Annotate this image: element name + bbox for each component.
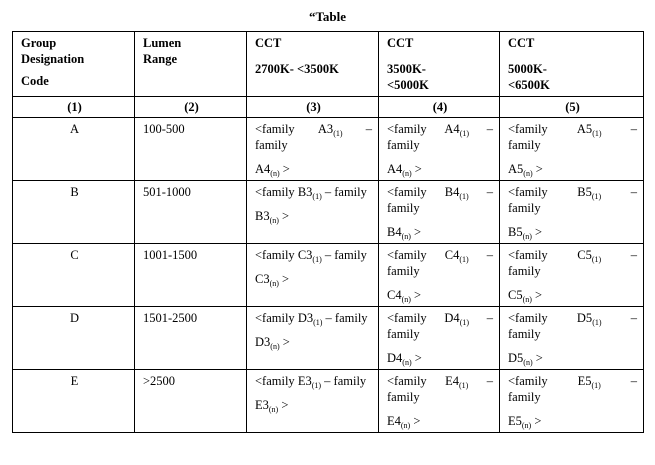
- subscript: (1): [459, 318, 470, 327]
- family-end-line: [508, 287, 637, 303]
- header-line: <6500K: [508, 78, 550, 92]
- header-line: Group: [21, 36, 57, 50]
- dash: –: [630, 374, 637, 388]
- header-line: <5000K: [387, 78, 429, 92]
- group-code-cell: A: [13, 118, 135, 181]
- family-end-line: [255, 397, 372, 413]
- family-code: D5: [576, 311, 593, 325]
- family-start-line: [387, 121, 493, 137]
- subscript: (n): [402, 169, 412, 178]
- lumen-range-cell: 1501-2500: [135, 307, 247, 370]
- family-start-code: [298, 311, 323, 325]
- family-range-cell: [500, 307, 644, 370]
- family-code: E4: [387, 414, 401, 428]
- family-end-line: [255, 271, 372, 287]
- column-number: (4): [379, 97, 500, 118]
- family-end-line: [387, 287, 493, 303]
- family-range-cell: [379, 370, 500, 433]
- closing-bracket: >: [535, 225, 543, 239]
- family-range-cell: [500, 370, 644, 433]
- closing-bracket: >: [281, 398, 289, 412]
- header-line: Code: [21, 74, 49, 88]
- family-start-line: [255, 184, 372, 200]
- column-number-row: [13, 97, 644, 118]
- family-start-code: [577, 184, 601, 200]
- subscript: (n): [401, 295, 411, 304]
- family-word: <family: [387, 374, 427, 388]
- subscript: (n): [522, 232, 532, 241]
- family-code: E4: [445, 374, 459, 388]
- header-cct-3500k: [379, 32, 500, 97]
- family-range-cell: [247, 181, 379, 244]
- closing-bracket: >: [535, 351, 543, 365]
- table-row: [13, 118, 644, 181]
- family-range-cell: [500, 118, 644, 181]
- subscript: (n): [521, 421, 532, 430]
- family-word: <family: [255, 374, 295, 388]
- family-end-line: [255, 208, 372, 224]
- dash: –: [486, 122, 493, 136]
- family-word: <family: [387, 248, 427, 262]
- subscript: (n): [270, 342, 280, 351]
- family-word: family: [387, 138, 420, 152]
- family-word: <family: [255, 185, 295, 199]
- family-end-line: [255, 161, 372, 177]
- family-code: A4: [255, 162, 271, 176]
- lumen-range-cell: 1001-1500: [135, 244, 247, 307]
- family-word: family: [508, 327, 541, 341]
- family-word: family: [387, 390, 420, 404]
- family-end-line: [387, 161, 493, 177]
- group-code-cell: E: [13, 370, 135, 433]
- group-designation-table: [12, 31, 644, 433]
- family-word: family: [508, 264, 541, 278]
- family-start-line: [508, 247, 637, 263]
- subscript: (1): [592, 318, 602, 327]
- subscript: (1): [459, 129, 470, 138]
- dash: –: [486, 311, 493, 325]
- family-code: A5: [576, 122, 593, 136]
- family-code: B4: [387, 225, 402, 239]
- family-start-code: [318, 121, 343, 137]
- family-start-code: [578, 373, 601, 389]
- family-word: <family: [508, 311, 548, 325]
- closing-bracket: >: [282, 335, 290, 349]
- family-start-line: [508, 310, 637, 326]
- group-code-cell: B: [13, 181, 135, 244]
- family-code: D5: [508, 351, 524, 365]
- closing-bracket: >: [414, 351, 422, 365]
- family-word: <family: [387, 185, 427, 199]
- subscript: (1): [591, 381, 601, 390]
- subscript: (1): [591, 192, 602, 201]
- family-word: <family: [255, 311, 295, 325]
- closing-bracket: >: [535, 162, 543, 176]
- family-range-cell: [500, 181, 644, 244]
- family-word: family: [387, 201, 420, 215]
- family-range-cell: [247, 244, 379, 307]
- family-code: B3: [255, 209, 270, 223]
- subscript: (n): [402, 358, 412, 367]
- family-code: C3: [297, 248, 313, 262]
- family-start-code: [445, 184, 469, 200]
- family-code: B4: [444, 185, 460, 199]
- family-end-line: [255, 334, 372, 350]
- header-line: 5000K-: [508, 62, 547, 76]
- family-code: C3: [255, 272, 270, 286]
- subscript: (1): [459, 381, 469, 390]
- family-start-code: [444, 121, 469, 137]
- family-end-line: [508, 413, 637, 429]
- family-range-cell: [247, 307, 379, 370]
- family-code: C4: [444, 248, 460, 262]
- header-cct-2700k: [247, 32, 379, 97]
- table-row: [13, 370, 644, 433]
- family-code: A4: [387, 162, 403, 176]
- family-code: E5: [508, 414, 522, 428]
- family-code: C5: [508, 288, 523, 302]
- family-start-code: [577, 121, 602, 137]
- family-start-code: [445, 247, 469, 263]
- family-word: <family: [508, 374, 548, 388]
- closing-bracket: >: [414, 225, 422, 239]
- subscript: (n): [523, 169, 533, 178]
- family-word: <family: [255, 122, 295, 136]
- family-range-cell: [379, 307, 500, 370]
- family-end-line: [508, 224, 637, 240]
- header-group-designation-code: [13, 32, 135, 97]
- header-cct-5000k: [500, 32, 644, 97]
- subscript: (n): [269, 216, 279, 225]
- subscript: (1): [592, 129, 602, 138]
- family-word: family: [387, 264, 420, 278]
- group-code-cell: D: [13, 307, 135, 370]
- dash: –: [630, 311, 637, 325]
- family-start-line: [508, 184, 637, 200]
- subscript: (n): [270, 169, 280, 178]
- table-row: [13, 307, 644, 370]
- family-code: A5: [508, 162, 524, 176]
- dash: – family: [325, 311, 368, 325]
- family-word: <family: [255, 248, 295, 262]
- column-number: (3): [247, 97, 379, 118]
- family-start-code: [298, 185, 322, 199]
- subscript: (n): [269, 279, 279, 288]
- family-word: <family: [387, 122, 427, 136]
- header-row: [13, 32, 644, 97]
- family-start-code: [298, 248, 322, 262]
- subscript: (1): [311, 381, 322, 390]
- family-word: <family: [508, 122, 548, 136]
- subscript: (n): [400, 421, 411, 430]
- column-number: (1): [13, 97, 135, 118]
- subscript: (1): [313, 318, 323, 327]
- family-code: A3: [317, 122, 334, 136]
- column-number: (5): [500, 97, 644, 118]
- table-row: [13, 181, 644, 244]
- family-word: family: [387, 327, 420, 341]
- header-line: 3500K-: [387, 62, 426, 76]
- family-code: B3: [297, 185, 313, 199]
- family-start-code: [577, 247, 601, 263]
- family-start-line: [387, 247, 493, 263]
- family-end-line: [508, 350, 637, 366]
- family-code: B5: [508, 225, 523, 239]
- family-end-line: [387, 224, 493, 240]
- family-word: <family: [508, 248, 548, 262]
- subscript: (1): [312, 255, 322, 264]
- family-code: C4: [387, 288, 402, 302]
- closing-bracket: >: [534, 414, 542, 428]
- family-start-line: [255, 121, 372, 137]
- table-title: “Table: [308, 9, 347, 24]
- family-start-code: [445, 373, 468, 389]
- dash: –: [486, 248, 493, 262]
- dash: –: [365, 122, 372, 136]
- family-end-line: [508, 161, 637, 177]
- family-code: B5: [577, 185, 592, 199]
- family-start-code: [444, 310, 469, 326]
- family-range-cell: [247, 118, 379, 181]
- dash: –: [486, 185, 493, 199]
- lumen-range-cell: >2500: [135, 370, 247, 433]
- family-code: D3: [297, 311, 314, 325]
- family-code: D3: [255, 335, 271, 349]
- closing-bracket: >: [282, 272, 290, 286]
- family-end-line: [387, 350, 493, 366]
- group-code-cell: C: [13, 244, 135, 307]
- table-row: [13, 244, 644, 307]
- closing-bracket: >: [413, 414, 421, 428]
- dash: – family: [324, 374, 367, 388]
- family-word: family: [508, 201, 541, 215]
- family-word: family: [508, 390, 541, 404]
- closing-bracket: >: [282, 209, 290, 223]
- family-start-code: [577, 310, 602, 326]
- closing-bracket: >: [414, 162, 422, 176]
- family-end-line: [387, 413, 493, 429]
- subscript: (1): [333, 129, 343, 138]
- family-range-cell: [379, 118, 500, 181]
- family-start-line: [255, 373, 372, 389]
- header-line: Range: [143, 52, 178, 66]
- subscript: (n): [401, 232, 411, 241]
- family-code: E5: [577, 374, 592, 388]
- family-range-cell: [247, 370, 379, 433]
- dash: – family: [324, 185, 367, 199]
- subscript: (1): [459, 255, 469, 264]
- dash: –: [486, 374, 493, 388]
- subscript: (1): [591, 255, 602, 264]
- family-range-cell: [379, 181, 500, 244]
- header-line: 2700K- <3500K: [255, 62, 339, 76]
- dash: –: [630, 185, 637, 199]
- closing-bracket: >: [535, 288, 543, 302]
- header-lumen-range: [135, 32, 247, 97]
- dash: – family: [324, 248, 367, 262]
- subscript: (n): [523, 358, 533, 367]
- family-code: E3: [297, 374, 312, 388]
- family-word: family: [508, 138, 541, 152]
- family-start-code: [298, 374, 321, 388]
- dash: –: [630, 122, 637, 136]
- family-start-line: [255, 247, 372, 263]
- family-start-line: [387, 373, 493, 389]
- family-start-line: [255, 310, 372, 326]
- family-start-line: [508, 373, 637, 389]
- header-line: CCT: [255, 36, 282, 50]
- family-code: A4: [444, 122, 460, 136]
- family-start-line: [387, 184, 493, 200]
- family-code: E3: [255, 398, 269, 412]
- column-number: (2): [135, 97, 247, 118]
- closing-bracket: >: [414, 288, 422, 302]
- family-start-line: [508, 121, 637, 137]
- header-line: CCT: [508, 36, 535, 50]
- family-word: <family: [508, 185, 548, 199]
- family-word: family: [255, 138, 288, 152]
- subscript: (n): [268, 405, 279, 414]
- header-line: CCT: [387, 36, 414, 50]
- family-code: C5: [577, 248, 592, 262]
- subscript: (n): [522, 295, 532, 304]
- subscript: (1): [459, 192, 469, 201]
- family-range-cell: [379, 244, 500, 307]
- family-range-cell: [500, 244, 644, 307]
- header-line: Lumen: [143, 36, 182, 50]
- family-code: D4: [444, 311, 460, 325]
- lumen-range-cell: 501-1000: [135, 181, 247, 244]
- lumen-range-cell: 100-500: [135, 118, 247, 181]
- family-code: D4: [387, 351, 403, 365]
- family-word: <family: [387, 311, 427, 325]
- dash: –: [630, 248, 637, 262]
- header-line: Designation: [21, 52, 85, 66]
- family-start-line: [387, 310, 493, 326]
- subscript: (1): [312, 192, 322, 201]
- closing-bracket: >: [282, 162, 290, 176]
